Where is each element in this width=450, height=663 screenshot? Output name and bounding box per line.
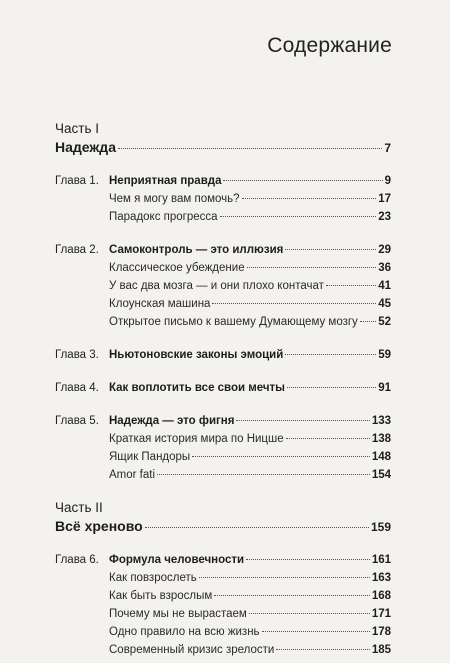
page-number: 163 — [371, 572, 391, 584]
page-title: Содержание — [267, 34, 392, 57]
section-entry[interactable] — [55, 313, 391, 331]
section-entry[interactable] — [55, 448, 391, 466]
section-entry[interactable] — [55, 208, 391, 226]
part-number: Часть I — [55, 121, 99, 136]
section-title: Почему мы не вырастаем — [109, 608, 247, 620]
page-number: 52 — [378, 316, 391, 328]
chapter-title: Как воплотить все свои мечты — [109, 382, 286, 394]
page-number: 159 — [370, 520, 391, 534]
toc-chapter — [55, 379, 391, 397]
section-title: Современный кризис зрелости — [109, 644, 275, 656]
page-number: 36 — [378, 262, 391, 274]
chapter-title: Самоконтроль — это иллюзия — [109, 244, 284, 256]
chapter-label: Глава 1. — [55, 175, 99, 187]
chapter-title: Формула человечности — [109, 554, 245, 566]
dot-leader — [326, 285, 376, 286]
section-entry[interactable] — [55, 277, 391, 295]
section-title: Как быть взрослым — [109, 590, 213, 602]
dot-leader — [249, 613, 370, 614]
page-number: 133 — [371, 415, 391, 427]
part-title: Всё хреново — [55, 518, 143, 534]
page-number: 7 — [384, 141, 391, 155]
part-title: Надежда — [55, 139, 116, 155]
page-number: 168 — [371, 590, 391, 602]
chapter-label: Глава 4. — [55, 382, 99, 394]
page-number: 154 — [371, 469, 391, 481]
chapter-title: Ньютоновские законы эмоций — [109, 349, 284, 361]
section-entry[interactable] — [55, 295, 391, 313]
dot-leader — [199, 577, 370, 578]
part-title-entry[interactable] — [55, 518, 391, 536]
section-title: Клоунская машина — [109, 298, 211, 310]
chapter-entry[interactable] — [55, 412, 391, 430]
dot-leader — [285, 354, 376, 355]
page-number: 185 — [371, 644, 391, 656]
page-number: 138 — [371, 433, 391, 445]
section-entry[interactable] — [55, 623, 391, 641]
page-number: 178 — [371, 626, 391, 638]
part-title-entry[interactable] — [55, 139, 391, 157]
chapter-entry[interactable] — [55, 346, 391, 364]
page-number: 161 — [371, 554, 391, 566]
dot-leader — [220, 216, 377, 217]
dot-leader — [262, 631, 370, 632]
dot-leader — [286, 438, 370, 439]
chapter-entry[interactable] — [55, 172, 391, 190]
section-entry[interactable] — [55, 190, 391, 208]
dot-leader — [247, 267, 377, 268]
page-number: 23 — [378, 211, 391, 223]
section-entry[interactable] — [55, 605, 391, 623]
dot-leader — [192, 456, 370, 457]
page-number: 59 — [378, 349, 391, 361]
dot-leader — [223, 180, 382, 181]
section-title: Amor fati — [109, 469, 156, 481]
page-number: 17 — [378, 193, 391, 205]
toc-chapter — [55, 346, 391, 364]
dot-leader — [214, 595, 370, 596]
dot-leader — [157, 474, 370, 475]
chapter-title: Надежда — это фигня — [109, 415, 235, 427]
toc-chapter — [55, 172, 391, 226]
toc-chapter — [55, 551, 391, 659]
page-number: 45 — [378, 298, 391, 310]
chapter-label: Глава 3. — [55, 349, 99, 361]
chapter-entry[interactable] — [55, 379, 391, 397]
dot-leader — [118, 148, 382, 149]
page-number: 148 — [371, 451, 391, 463]
chapter-entry[interactable] — [55, 241, 391, 259]
section-entry[interactable] — [55, 466, 391, 484]
dot-leader — [276, 649, 369, 650]
dot-leader — [242, 198, 377, 199]
dot-leader — [145, 527, 369, 528]
section-title: Открытое письмо к вашему Думающему мозгу — [109, 316, 358, 328]
toc-chapter — [55, 412, 391, 484]
toc-chapter — [55, 241, 391, 331]
table-of-contents — [55, 121, 391, 659]
page-number: 29 — [378, 244, 391, 256]
chapter-entry[interactable] — [55, 551, 391, 569]
section-entry[interactable] — [55, 259, 391, 277]
dot-leader — [212, 303, 376, 304]
section-entry[interactable] — [55, 569, 391, 587]
dot-leader — [236, 420, 369, 421]
section-title: Ящик Пандоры — [109, 451, 191, 463]
section-entry[interactable] — [55, 641, 391, 659]
section-title: Парадокс прогресса — [109, 211, 218, 223]
page-number: 171 — [371, 608, 391, 620]
section-entry[interactable] — [55, 587, 391, 605]
section-title: Чем я могу вам помочь? — [109, 193, 240, 205]
dot-leader — [360, 321, 376, 322]
dot-leader — [246, 559, 370, 560]
section-title: Классическое убеждение — [109, 262, 245, 274]
toc-part — [55, 500, 391, 659]
chapter-label: Глава 5. — [55, 415, 99, 427]
chapter-title: Неприятная правда — [109, 175, 222, 187]
dot-leader — [285, 249, 376, 250]
chapter-label: Глава 2. — [55, 244, 99, 256]
part-number: Часть II — [55, 500, 103, 515]
section-title: У вас два мозга — и они плохо контачат — [109, 280, 324, 292]
section-title: Как повзрослеть — [109, 572, 197, 584]
section-title: Краткая история мира по Ницше — [109, 433, 284, 445]
page-number: 41 — [378, 280, 391, 292]
page-number: 91 — [378, 382, 391, 394]
dot-leader — [287, 387, 376, 388]
toc-part — [55, 121, 391, 484]
section-title: Одно правило на всю жизнь — [109, 626, 260, 638]
chapter-label: Глава 6. — [55, 554, 99, 566]
section-entry[interactable] — [55, 430, 391, 448]
page-number: 9 — [384, 175, 391, 187]
